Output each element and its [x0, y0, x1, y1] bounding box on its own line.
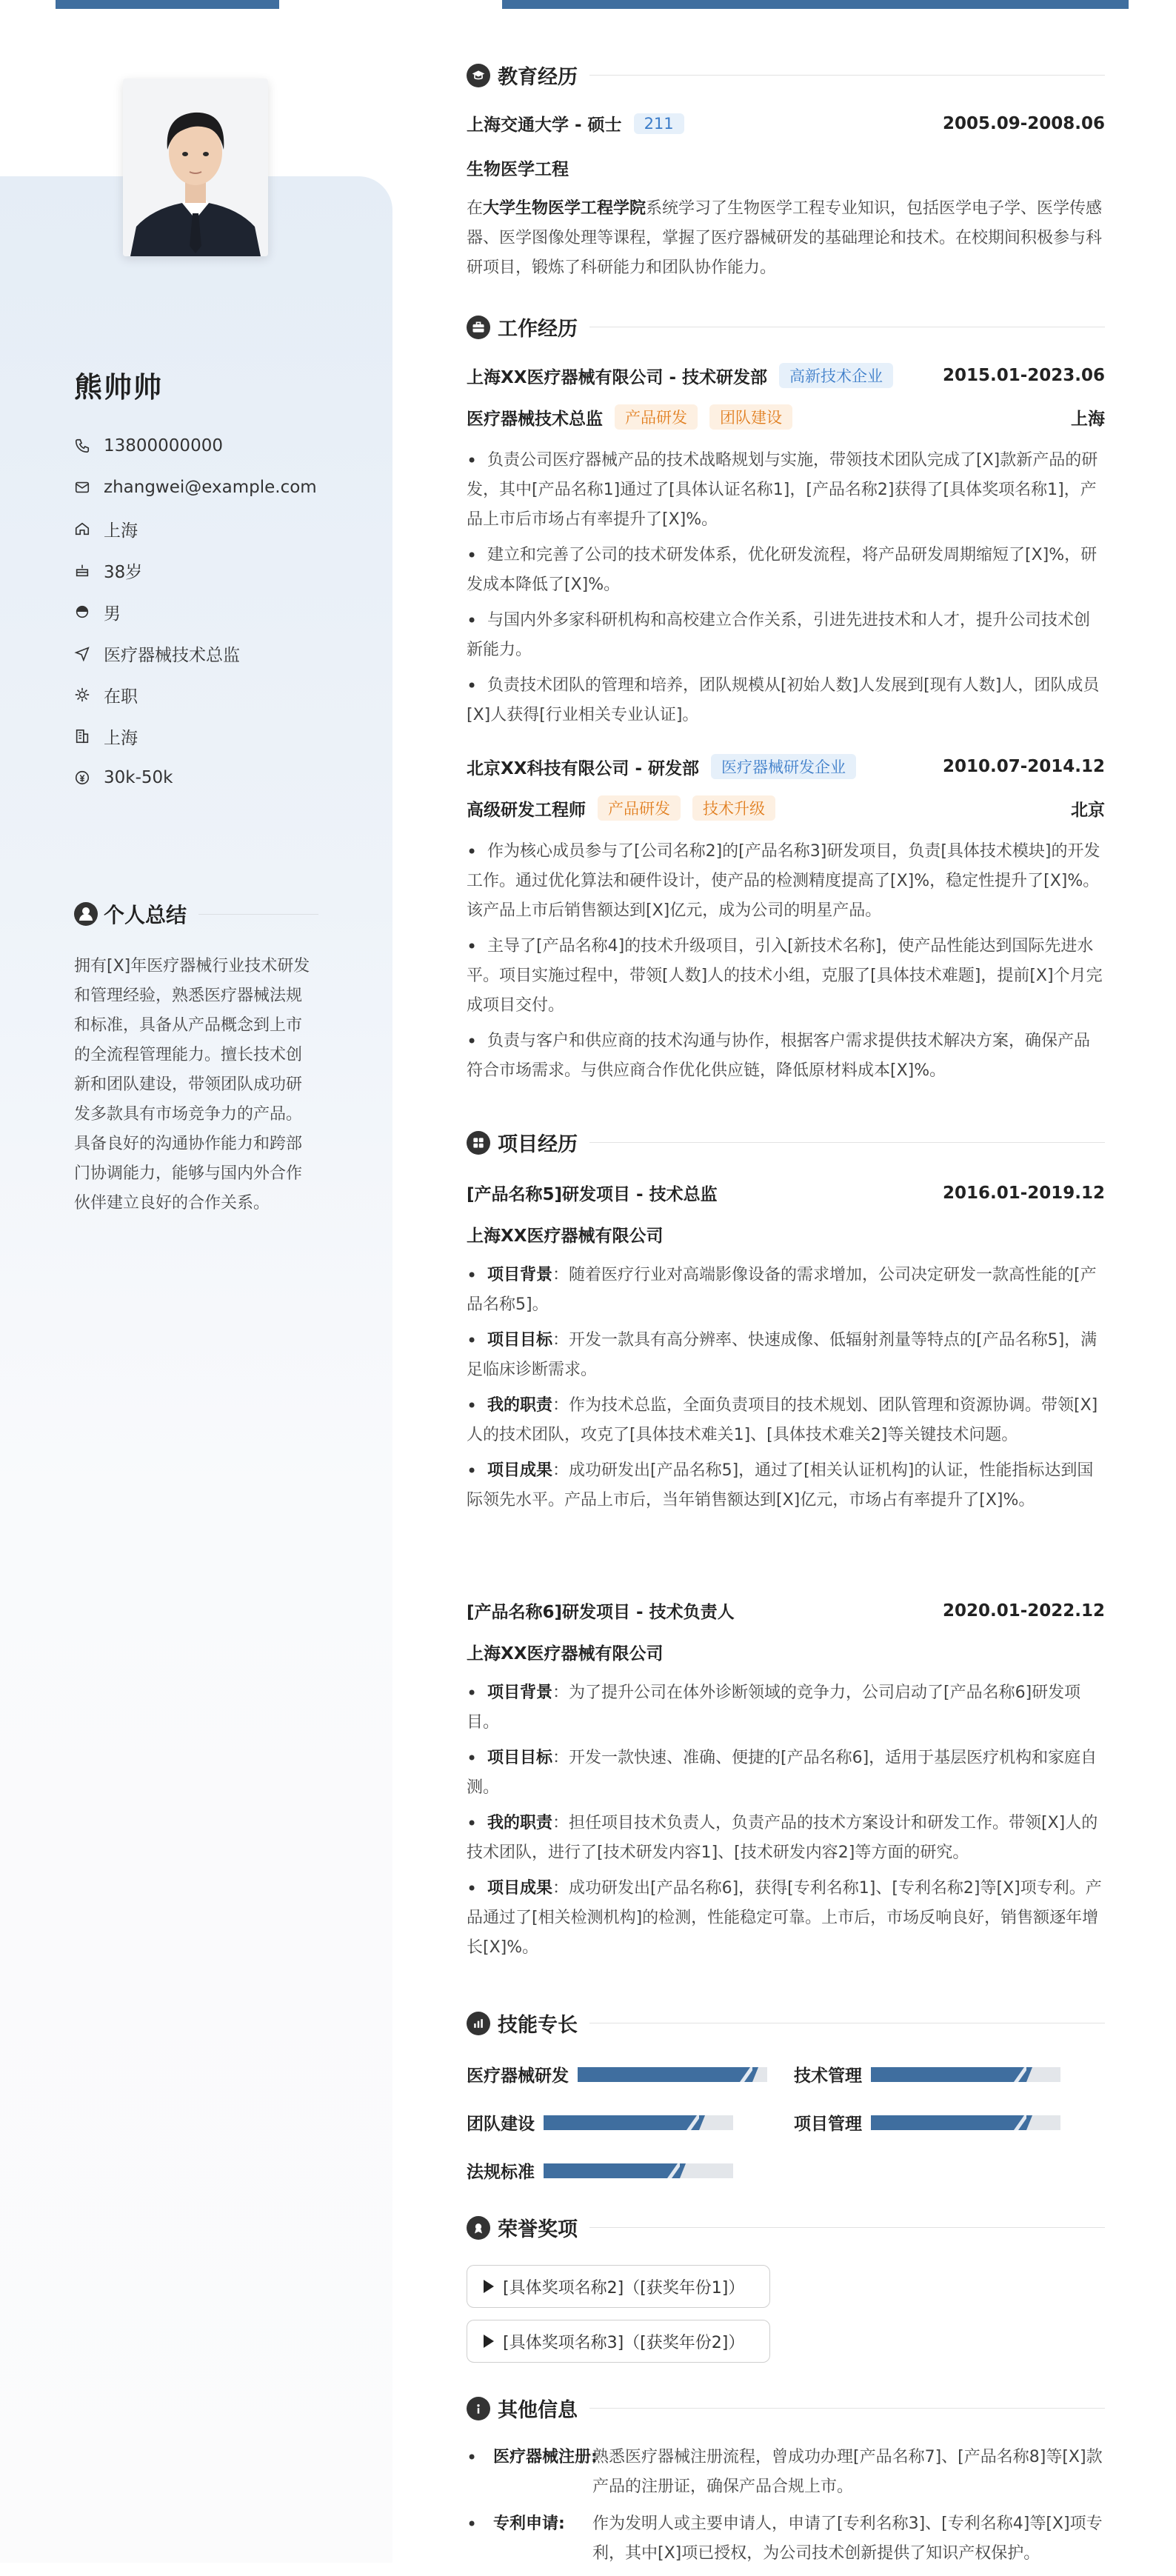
send-icon — [74, 645, 90, 661]
list-item: • 负责公司医疗器械产品的技术战略规划与实施，带领技术团队完成了[X]款新产品的研发，其中[产品名称1]通过了[具体认证名称1]，[产品名称2]获得了[具体奖项名称1]，产品上市后市场占有率提升了[X]%。 — [467, 446, 1105, 535]
section-title: 技能专长 — [498, 2014, 578, 2037]
job-city: 上海 — [1071, 409, 1105, 429]
desc-rest: 系统学习了生物医学工程专业知识，包括医学电子学、医学传感器、医学图像处理等课程，掌握了医疗器械研发的基础理论和技术。在校期间积极参与科研项目，锻炼了科研能力和团队协作能力。 — [467, 199, 1103, 277]
info-icon — [467, 2397, 490, 2420]
skill-bar — [544, 2163, 733, 2178]
phone-icon — [74, 438, 90, 454]
cake-icon — [74, 562, 90, 578]
bullet-text: ：为了提升公司在体外诊断领域的竞争力，公司启动了[产品名称6]研发项目。 — [467, 1684, 1081, 1732]
building-icon — [74, 728, 90, 744]
section-title: 项目经历 — [498, 1133, 578, 1156]
project-1-header — [467, 1181, 1105, 1205]
info-text: 30k-50k — [104, 768, 173, 787]
grid-icon — [467, 1131, 490, 1155]
job-date: 2015.01-2023.06 — [942, 366, 1105, 385]
other-key: • 专利申请: — [493, 2515, 565, 2533]
school-name: 上海交通大学 - 硕士 — [467, 116, 622, 135]
medal-icon — [467, 2216, 490, 2240]
job-2-position-row — [467, 795, 1105, 821]
job-tag: 技术升级 — [692, 795, 775, 821]
mail-icon — [74, 479, 90, 495]
divider — [589, 2227, 1105, 2228]
divider — [589, 75, 1105, 76]
divider — [589, 1142, 1105, 1143]
list-item — [467, 1261, 1105, 1320]
info-item-status — [74, 674, 317, 715]
divider — [589, 2408, 1105, 2409]
section-title: 教育经历 — [498, 66, 578, 89]
bullet-text: ：成功研发出[产品名称6]，获得[专利名称1]、[专利名称2]等[X]项专利。产品通过了[相关检测机构]的检测，性能稳定可靠。上市后，市场反响良好，销售额逐年增长[X]%。 — [467, 1879, 1102, 1957]
info-item-phone — [74, 425, 317, 467]
home-icon — [74, 521, 90, 537]
info-text: 上海 — [104, 521, 138, 541]
bullet-text: ：开发一款快速、准确、便捷的[产品名称6]，适用于基层医疗机构和家庭自测。 — [467, 1749, 1098, 1797]
job-company: 上海XX医疗器械有限公司 - 技术研发部 — [467, 367, 768, 387]
list-item — [467, 1678, 1105, 1738]
project-2-header — [467, 1598, 1105, 1623]
project-company: 上海XX医疗器械有限公司 — [467, 1227, 664, 1246]
triangle-right-icon — [484, 2280, 494, 2293]
graduation-cap-icon — [467, 64, 490, 87]
project-2-company-row — [467, 1640, 1105, 1664]
bullet-text: ：随着医疗行业对高端影像设备的需求增加，公司决定研发一款高性能的[产品名称5]。 — [467, 1266, 1097, 1314]
list-item — [467, 1874, 1105, 1963]
desc-bold: 大学生物医学工程学院 — [483, 199, 647, 218]
list-item — [467, 1456, 1105, 1515]
info-item-gender — [74, 591, 317, 633]
skill-item — [794, 2110, 1060, 2135]
skill-item — [467, 2158, 733, 2183]
job-tag: 产品研发 — [615, 404, 698, 430]
education-description — [467, 194, 1105, 283]
top-accent-bar-right — [502, 0, 1129, 9]
other-heading — [467, 2394, 1105, 2423]
info-item-position — [74, 633, 317, 674]
project-1-company-row — [467, 1222, 1105, 1247]
info-item-location — [74, 508, 317, 550]
info-text: 男 — [104, 604, 121, 624]
skill-bar-fill — [871, 2067, 1026, 2082]
bullet-key: 我的职责 — [487, 1396, 553, 1415]
desc-prefix: 在 — [467, 199, 484, 218]
other-key: • 医疗器械注册: — [493, 2448, 598, 2466]
major: 生物医学工程 — [467, 160, 569, 179]
project-date: 2020.01-2022.12 — [942, 1601, 1105, 1621]
award-text: [具体奖项名称2]（[获奖年份1]） — [503, 2278, 745, 2298]
info-item-email — [74, 467, 317, 508]
bullet-text: ：担任项目技术负责人，负责产品的技术方案设计和研发工作。带领[X]人的技术团队，进行了[技术研发内容1]、[技术研发内容2]等方面的研究。 — [467, 1814, 1098, 1862]
job-1-bullets — [467, 446, 1105, 736]
skill-label: 项目管理 — [794, 2115, 862, 2134]
skill-bar — [871, 2115, 1060, 2130]
skill-bar — [871, 2067, 1060, 2082]
bullet-text: ：开发一款具有高分辨率、快速成像、低辐射剂量等特点的[产品名称5]，满足临床诊断需求。 — [467, 1331, 1098, 1379]
skills-heading — [467, 2009, 1105, 2038]
list-item — [467, 2443, 1105, 2502]
bullet-key: 项目目标 — [487, 1749, 553, 1767]
award-text: [具体奖项名称3]（[获奖年份2]） — [503, 2333, 745, 2352]
work-heading — [467, 313, 1105, 341]
info-text: 在职 — [104, 687, 138, 707]
briefcase-icon — [467, 316, 490, 339]
project-2-bullets — [467, 1678, 1105, 1969]
list-item: • 与国内外多家科研机构和高校建立合作关系，引进先进技术和人才，提升公司技术创新能力。 — [467, 606, 1105, 665]
bullet-key: 项目背景 — [487, 1684, 553, 1702]
job-tag: 团队建设 — [709, 404, 792, 430]
list-item: • 负责技术团队的管理和培养，团队规模从[初始人数]人发展到[现有人数]人，团队成员[X]人获得[行业相关专业认证]。 — [467, 671, 1105, 730]
list-item: • 作为核心成员参与了[公司名称2]的[产品名称3]研发项目，负责[具体技术模块]的开发工作。通过优化算法和硬件设计，使产品的检测精度提高了[X]%，稳定性提升了[X]%。该产品上市后销售额达到[X]亿元，成为公司的明星产品。 — [467, 837, 1105, 926]
skill-label: 医疗器械研发 — [467, 2066, 569, 2086]
triangle-right-icon — [484, 2335, 494, 2348]
skill-bar-fill — [544, 2163, 680, 2178]
summary-title: 个人总结 — [104, 903, 187, 927]
project-1-bullets — [467, 1261, 1105, 1521]
bullet-text: ：成功研发出[产品名称5]，通过了[相关认证机构]的认证，性能指标达到国际领先水平。产品上市后，当年销售额达到[X]亿元，市场占有率提升了[X]%。 — [467, 1461, 1094, 1509]
list-item — [467, 1744, 1105, 1803]
other-value: 作为发明人或主要申请人，申请了[专利名称3]、[专利名称4]等[X]项专利，其中[X]项已授权，为公司技术创新提供了知识产权保护。 — [592, 2515, 1103, 2563]
job-2-header — [467, 754, 1105, 779]
award-item[interactable] — [467, 2320, 770, 2363]
status-icon — [74, 687, 90, 703]
bullet-key: 项目目标 — [487, 1331, 553, 1349]
info-text: 13800000000 — [104, 436, 223, 456]
list-item — [467, 2509, 1105, 2569]
job-1-position-row — [467, 404, 1105, 430]
summary-text: 拥有[X]年医疗器械行业技术研发和管理经验，熟悉医疗器械法规和标准，具备从产品概念到上市的全流程管理能力。擅长技术创新和团队建设，带领团队成功研发多款具有市场竞争力的产品。具备良好的沟通协作能力和跨部门协调能力，能够与国内外合作伙伴建立良好的合作关系。 — [74, 957, 310, 1212]
info-text: 38岁 — [104, 562, 143, 582]
info-text: 上海 — [104, 728, 138, 748]
skill-bar-fill — [871, 2115, 1026, 2130]
job-1-header — [467, 363, 1105, 388]
top-accent-bar-left — [56, 0, 279, 9]
skill-bar-fill — [578, 2067, 752, 2082]
bullet-text: ：作为技术总监，全面负责项目的技术规划、团队管理和资源协调。带领[X]人的技术团队，攻克了[具体技术难关1]、[具体技术难关2]等关键技术问题。 — [467, 1396, 1098, 1444]
awards-heading — [467, 2213, 1105, 2242]
section-title: 工作经历 — [498, 318, 578, 341]
user-icon — [74, 902, 98, 926]
projects-heading — [467, 1128, 1105, 1157]
bullet-key: 项目成果 — [487, 1461, 553, 1480]
school-tag: 211 — [634, 113, 684, 134]
gender-icon — [74, 604, 90, 620]
project-date: 2016.01-2019.12 — [942, 1183, 1105, 1203]
list-item — [467, 1391, 1105, 1450]
job-company-tag: 高新技术企业 — [779, 363, 893, 388]
list-item — [467, 1809, 1105, 1868]
skill-label: 技术管理 — [794, 2066, 862, 2086]
chart-icon — [467, 2012, 490, 2035]
job-position: 医疗器械技术总监 — [467, 409, 603, 429]
info-item-work-city — [74, 715, 317, 757]
other-value: 熟悉医疗器械注册流程，曾成功办理[产品名称7]、[产品名称8]等[X]款产品的注册证，确保产品合规上市。 — [592, 2448, 1103, 2496]
major-row — [467, 156, 1105, 180]
list-item: • 建立和完善了公司的技术研发体系，优化研发流程，将产品研发周期缩短了[X]%，研发成本降低了[X]%。 — [467, 541, 1105, 600]
info-text: 医疗器械技术总监 — [104, 645, 240, 665]
skill-item — [467, 2110, 733, 2135]
project-name: [产品名称5]研发项目 - 技术总监 — [467, 1185, 718, 1204]
job-company-tag: 医疗器械研发企业 — [711, 754, 856, 779]
bullet-key: 我的职责 — [487, 1814, 553, 1832]
info-item-salary — [74, 757, 317, 798]
skill-item — [794, 2062, 1060, 2086]
candidate-name: 熊帅帅 — [74, 371, 164, 404]
skill-bar — [544, 2115, 733, 2130]
other-info-list — [467, 2443, 1105, 2576]
skill-bar-fill — [544, 2115, 699, 2130]
education-heading — [467, 61, 1105, 90]
job-company: 北京XX科技有限公司 - 研发部 — [467, 758, 700, 778]
bullet-key: 项目背景 — [487, 1266, 553, 1284]
job-date: 2010.07-2014.12 — [942, 757, 1105, 776]
project-company: 上海XX医疗器械有限公司 — [467, 1644, 664, 1664]
info-item-age — [74, 550, 317, 591]
skill-bar — [578, 2067, 767, 2082]
project-name: [产品名称6]研发项目 - 技术负责人 — [467, 1603, 735, 1622]
job-position: 高级研发工程师 — [467, 800, 586, 820]
job-tag: 产品研发 — [598, 795, 681, 821]
list-item — [467, 1326, 1105, 1385]
education-date: 2005.09-2008.06 — [942, 113, 1105, 133]
award-item[interactable] — [467, 2265, 770, 2308]
list-item: • 主导了[产品名称4]的技术升级项目，引入[新技术名称]，使产品性能达到国际先进水平。项目实施过程中，带领[人数]人的技术小组，克服了[具体技术难题]，提前[X]个月完成项目交付。 — [467, 932, 1105, 1021]
salary-icon — [74, 770, 90, 786]
section-title: 荣誉奖项 — [498, 2218, 578, 2241]
job-city: 北京 — [1071, 800, 1105, 820]
skill-label: 团队建设 — [467, 2115, 535, 2134]
divider — [198, 914, 318, 915]
section-title: 其他信息 — [498, 2399, 578, 2422]
skill-label: 法规标准 — [467, 2163, 535, 2182]
contact-info-list — [74, 425, 317, 798]
avatar — [123, 79, 268, 256]
summary-heading — [74, 899, 318, 929]
info-text: zhangwei@example.com — [104, 478, 317, 497]
skill-item — [467, 2062, 767, 2086]
bullet-key: 项目成果 — [487, 1879, 553, 1898]
job-2-bullets — [467, 837, 1105, 1092]
list-item: • 负责与客户和供应商的技术沟通与协作，根据客户需求提供技术解决方案，确保产品符合市场需求。与供应商合作优化供应链，降低原材料成本[X]%。 — [467, 1027, 1105, 1086]
education-header-row — [467, 111, 1105, 136]
